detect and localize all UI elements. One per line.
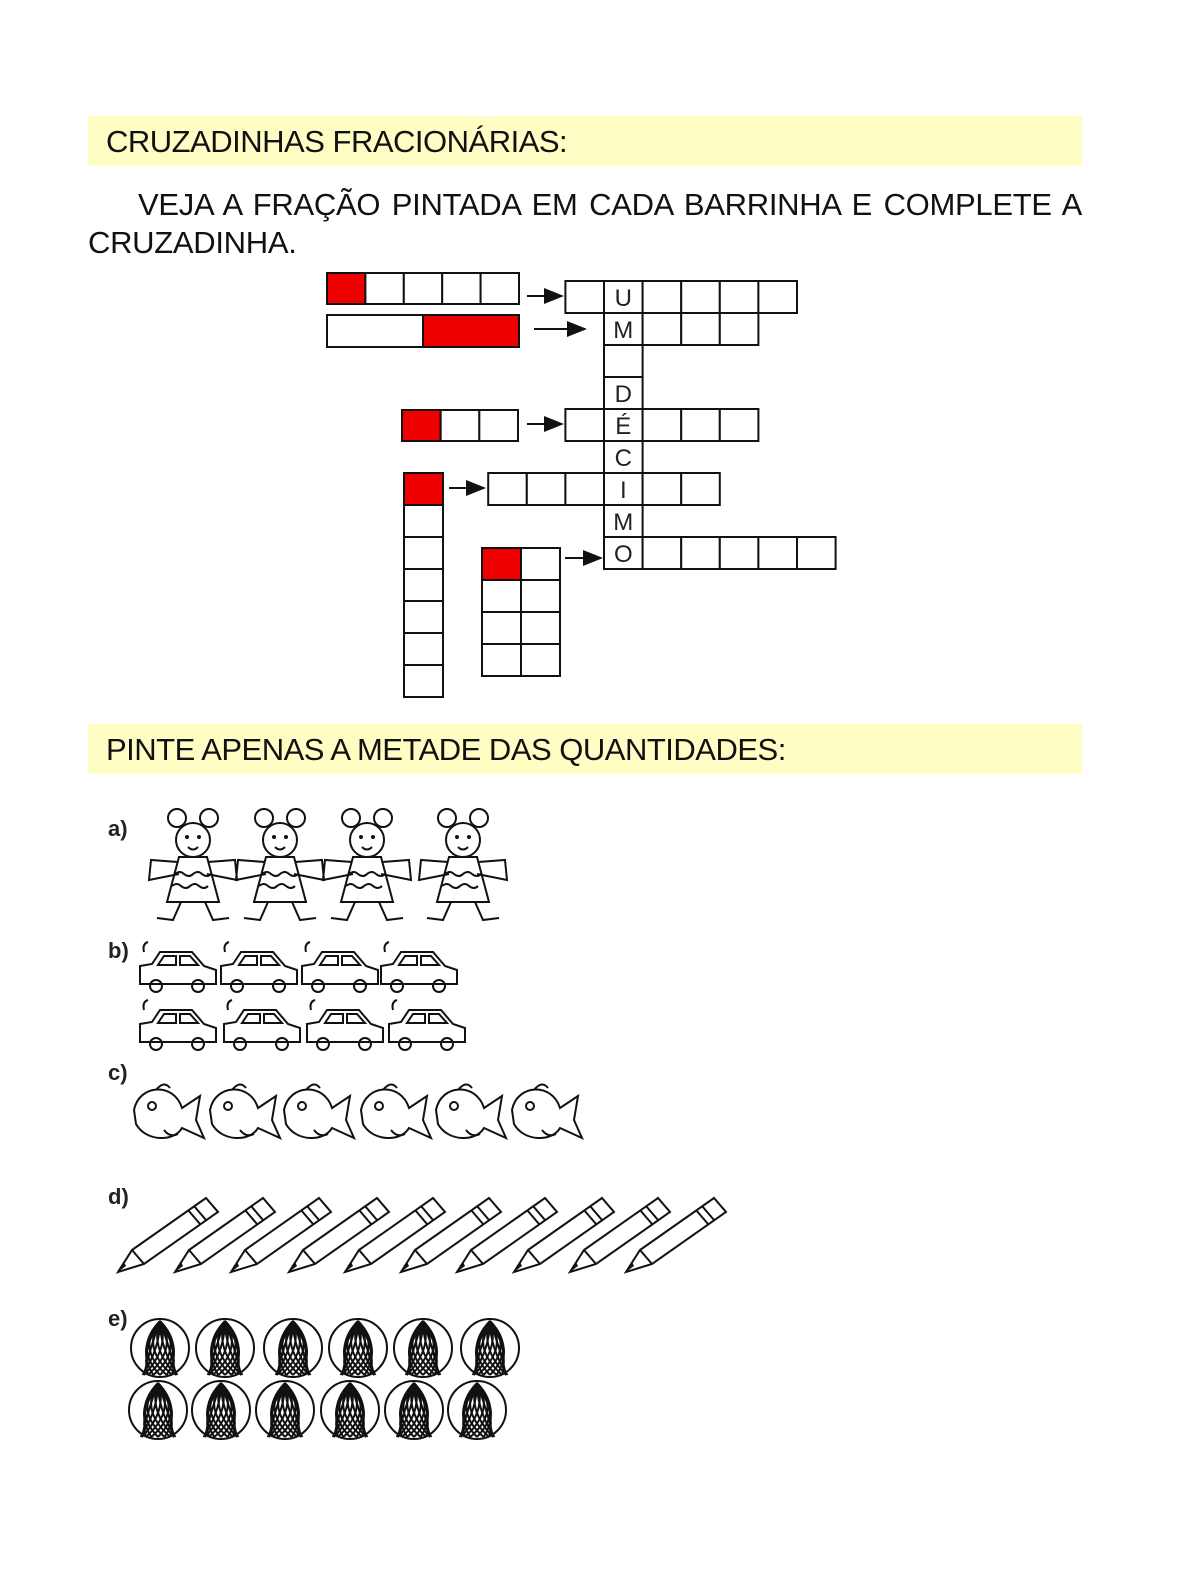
halves-title: PINTE APENAS A METADE DAS QUANTIDADES: [106,732,786,767]
bar-part [404,569,443,601]
doll-icon[interactable] [419,809,507,920]
bar-part [481,273,519,304]
ball-icon[interactable] [192,1381,250,1439]
fraction-bar-2 [327,315,519,347]
crossword-cell[interactable] [643,409,682,441]
ball-icon[interactable] [196,1319,254,1377]
ball-icon[interactable] [329,1319,387,1377]
crossword-cell[interactable] [720,409,759,441]
crossword-cell[interactable] [681,537,720,569]
bar-part [482,612,521,644]
exercise-b [108,938,465,1050]
crossword-cell[interactable] [643,537,682,569]
bar-part [404,537,443,569]
fish-icon[interactable] [210,1084,280,1138]
car-icon[interactable] [389,1000,465,1050]
crossword-letter: O [613,541,633,568]
exercise-e [108,1306,519,1439]
doll-icon[interactable] [236,809,324,920]
bar-part [442,273,480,304]
bar-part [404,473,443,505]
bar-part [404,633,443,665]
crossword-cell[interactable] [720,313,759,345]
exercises [108,809,726,1439]
crossword-cell[interactable] [565,409,604,441]
bar-part [521,612,560,644]
ball-icon[interactable] [385,1381,443,1439]
bar-part [482,644,521,676]
crossword-cell[interactable] [681,409,720,441]
ball-icon[interactable] [448,1381,506,1439]
exercise-label: a) [108,816,128,841]
crossword-cell[interactable] [643,473,682,505]
doll-icon[interactable] [323,809,411,920]
ball-icon[interactable] [256,1381,314,1439]
bar-part [404,665,443,697]
fraction-bar-4 [404,473,443,697]
bar-part [327,273,365,304]
crossword-letter: É [615,413,632,440]
crossword-letter: I [619,477,627,504]
crossword-cell[interactable] [643,313,682,345]
bar-part [482,548,521,580]
crossword-cell[interactable] [720,281,759,313]
car-icon[interactable] [140,1000,216,1050]
bar-part [521,548,560,580]
car-icon[interactable] [307,1000,383,1050]
bar-part [479,410,518,441]
crossword-title: CRUZADINHAS FRACIONÁRIAS: [106,124,568,159]
car-icon[interactable] [224,1000,300,1050]
ball-icon[interactable] [264,1319,322,1377]
bar-part [521,644,560,676]
crossword-cell[interactable] [681,281,720,313]
exercise-label: d) [108,1184,129,1209]
car-icon[interactable] [302,942,378,992]
exercise-c [108,1060,582,1138]
crossword-letter: U [614,285,632,312]
crossword-cell[interactable] [488,473,527,505]
crossword-letter: M [613,509,634,536]
fish-icon[interactable] [134,1084,204,1138]
car-icon[interactable] [221,942,297,992]
pencil-icon[interactable] [118,1198,218,1272]
car-icon[interactable] [140,942,216,992]
ball-icon[interactable] [131,1319,189,1377]
fraction-bar-1 [327,273,519,304]
exercise-label: e) [108,1306,128,1331]
crossword-cell[interactable] [527,473,566,505]
instructions-text: VEJA A FRAÇÃO PINTADA EM CADA BARRINHA E COMPLETE A CRUZADINHA. [88,187,1082,260]
crossword-cell[interactable] [758,537,797,569]
bar-part [423,315,519,347]
fish-icon[interactable] [284,1084,354,1138]
bar-part [441,410,480,441]
exercise-label: b) [108,938,129,963]
ball-icon[interactable] [129,1381,187,1439]
crossword-letter: D [614,381,632,408]
crossword-letter: M [613,317,634,344]
ball-icon[interactable] [321,1381,379,1439]
fish-icon[interactable] [512,1084,582,1138]
bar-part [404,601,443,633]
bar-part [327,315,423,347]
bar-part [482,580,521,612]
bar-part [402,410,441,441]
fraction-bar-3 [402,410,518,441]
crossword-cell[interactable] [797,537,836,569]
crossword-cell[interactable] [681,313,720,345]
fish-icon[interactable] [361,1084,431,1138]
car-icon[interactable] [381,942,457,992]
bar-part [365,273,403,304]
exercise-d [108,1184,726,1272]
exercise-a [108,809,507,920]
crossword-cell[interactable] [720,537,759,569]
crossword-cell[interactable] [643,281,682,313]
fraction-bar-5 [482,548,560,676]
bar-part [404,273,442,304]
doll-icon[interactable] [149,809,237,920]
ball-icon[interactable] [461,1319,519,1377]
bar-part [404,505,443,537]
ball-icon[interactable] [394,1319,452,1377]
crossword-cell[interactable] [565,473,604,505]
crossword-cell[interactable] [565,281,604,313]
crossword-letter: C [614,445,632,472]
crossword-cell[interactable] [604,345,643,377]
bar-part [521,580,560,612]
fish-icon[interactable] [436,1084,506,1138]
exercise-label: c) [108,1060,128,1085]
crossword-cell[interactable] [681,473,720,505]
crossword-cell[interactable] [758,281,797,313]
